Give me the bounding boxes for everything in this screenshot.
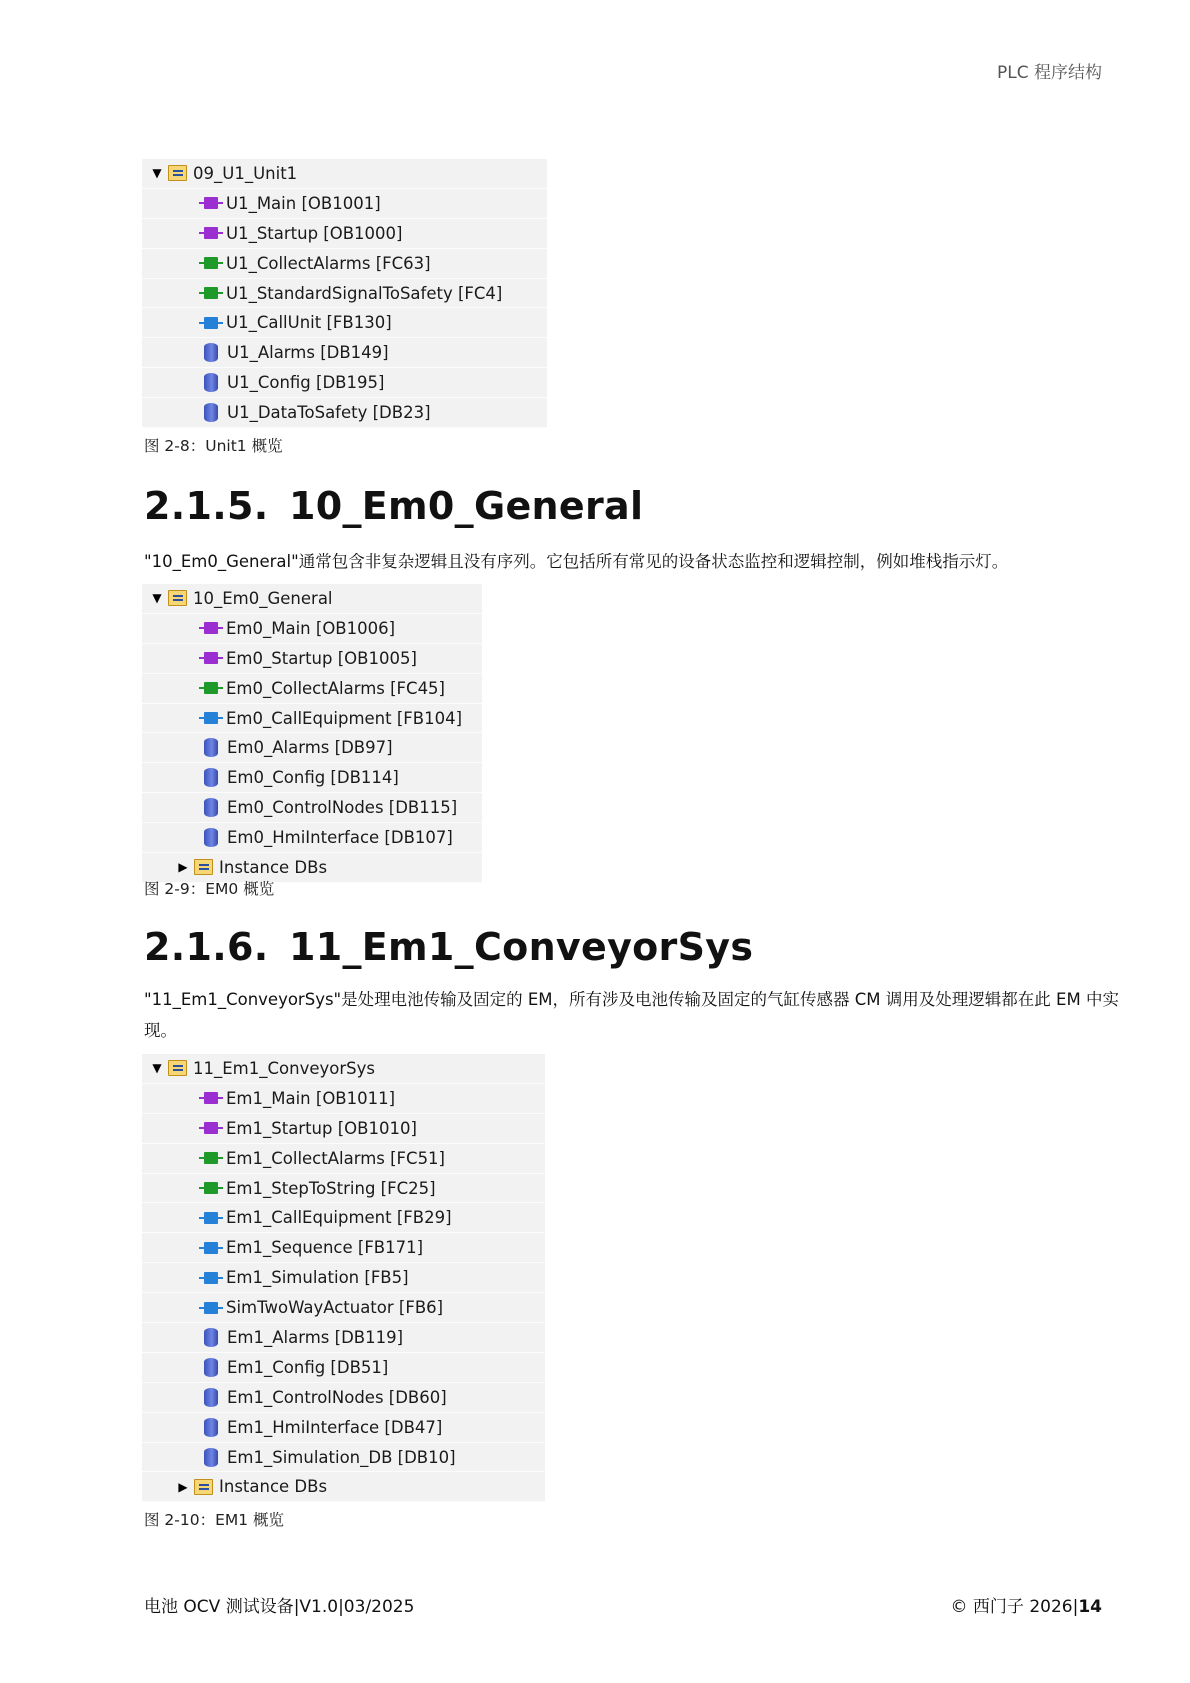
tree-item-label: U1_Config [DB195] bbox=[227, 373, 385, 393]
section-paragraph: "10_Em0_General"通常包含非复杂逻辑且没有序列。它包括所有常见的设备状态监控和逻辑控制，例如堆栈指示灯。 bbox=[144, 552, 1009, 571]
tree-item-label: Em0_Config [DB114] bbox=[227, 768, 399, 788]
section-number: 2.1.6. bbox=[144, 925, 269, 969]
data-block-icon bbox=[204, 1418, 218, 1437]
tree-item[interactable] bbox=[142, 644, 482, 674]
tree-item-label: Em0_CollectAlarms [FC45] bbox=[226, 678, 445, 698]
function-block-icon bbox=[204, 1272, 218, 1284]
figure-caption: 图 2-8：Unit1 概览 bbox=[144, 437, 283, 455]
tree-item-label: Em1_ControlNodes [DB60] bbox=[227, 1387, 447, 1407]
section-heading bbox=[144, 484, 643, 528]
figure-caption: 图 2-9：EM0 概览 bbox=[144, 880, 275, 898]
project-tree-em0 bbox=[142, 584, 482, 883]
section-title: 10_Em0_General bbox=[289, 484, 644, 528]
tree-item[interactable] bbox=[142, 1323, 545, 1353]
tree-item[interactable] bbox=[142, 763, 482, 793]
tree-item-label: SimTwoWayActuator [FB6] bbox=[226, 1298, 444, 1318]
tree-item[interactable] bbox=[142, 398, 547, 428]
tree-item-label: Instance DBs bbox=[219, 857, 328, 877]
folder-icon bbox=[194, 859, 213, 875]
tree-item[interactable] bbox=[142, 614, 482, 644]
organization-block-icon bbox=[204, 622, 218, 634]
tree-item-label: U1_CollectAlarms [FC63] bbox=[226, 253, 431, 273]
tree-item-label: Em1_Alarms [DB119] bbox=[227, 1327, 404, 1347]
tree-root-label: 09_U1_Unit1 bbox=[193, 163, 298, 183]
data-block-icon bbox=[204, 1448, 218, 1467]
tree-item-label: U1_Main [OB1001] bbox=[226, 193, 381, 213]
tree-item-label: U1_DataToSafety [DB23] bbox=[227, 403, 431, 423]
tree-item-label: U1_CallUnit [FB130] bbox=[226, 313, 392, 333]
folder-icon bbox=[168, 1060, 187, 1076]
tree-root-row[interactable] bbox=[142, 1054, 545, 1084]
page-header-title: PLC 程序结构 bbox=[997, 63, 1102, 83]
page-number: 14 bbox=[1078, 1597, 1102, 1617]
project-tree-em1 bbox=[142, 1054, 545, 1502]
tree-item-label: Em1_Simulation_DB [DB10] bbox=[227, 1447, 456, 1467]
tree-item-label: Em1_CallEquipment [FB29] bbox=[226, 1208, 452, 1228]
tree-item[interactable] bbox=[142, 733, 482, 763]
figure-caption: 图 2-10：EM1 概览 bbox=[144, 1511, 285, 1529]
function-block-icon bbox=[204, 1212, 218, 1224]
tree-item[interactable] bbox=[142, 368, 547, 398]
organization-block-icon bbox=[204, 227, 218, 239]
footer-copyright-text: © 西门子 2026| bbox=[950, 1597, 1079, 1617]
tree-item[interactable] bbox=[142, 1144, 545, 1174]
tree-item-label: Em0_ControlNodes [DB115] bbox=[227, 798, 458, 818]
data-block-icon bbox=[204, 738, 218, 757]
expand-arrow-icon[interactable]: ▼ bbox=[152, 1061, 162, 1076]
data-block-icon bbox=[204, 343, 218, 362]
data-block-icon bbox=[204, 1358, 218, 1377]
function-block-icon bbox=[204, 1242, 218, 1254]
organization-block-icon bbox=[204, 1122, 218, 1134]
section-title: 11_Em1_ConveyorSys bbox=[289, 925, 754, 969]
project-tree-unit1 bbox=[142, 159, 547, 428]
function-block-icon bbox=[204, 317, 218, 329]
data-block-icon bbox=[204, 403, 218, 422]
tree-item[interactable] bbox=[142, 249, 547, 279]
tree-root-row[interactable] bbox=[142, 584, 482, 614]
tree-item[interactable] bbox=[142, 1472, 545, 1502]
tree-item[interactable] bbox=[142, 1443, 545, 1473]
expand-arrow-icon[interactable]: ▼ bbox=[152, 591, 162, 606]
function-icon bbox=[204, 1152, 218, 1164]
tree-item-label: Instance DBs bbox=[219, 1477, 328, 1497]
organization-block-icon bbox=[204, 652, 218, 664]
tree-item-label: Em1_Main [OB1011] bbox=[226, 1088, 396, 1108]
function-icon bbox=[204, 1182, 218, 1194]
tree-item-label: U1_Alarms [DB149] bbox=[227, 343, 389, 363]
tree-item-label: Em1_CollectAlarms [FC51] bbox=[226, 1148, 445, 1168]
tree-item[interactable] bbox=[142, 704, 482, 734]
tree-item[interactable] bbox=[142, 823, 482, 853]
footer-copyright bbox=[951, 1592, 1102, 1617]
tree-item[interactable] bbox=[142, 1413, 545, 1443]
tree-item-label: U1_StandardSignalToSafety [FC4] bbox=[226, 283, 503, 303]
function-icon bbox=[204, 257, 218, 269]
tree-item-label: Em1_StepToString [FC25] bbox=[226, 1178, 436, 1198]
expand-arrow-icon[interactable]: ▼ bbox=[152, 166, 162, 181]
data-block-icon bbox=[204, 828, 218, 847]
tree-item[interactable] bbox=[142, 1233, 545, 1263]
footer-document-info: 电池 OCV 测试设备|V1.0|03/2025 bbox=[144, 1597, 415, 1617]
tree-item-label: Em1_HmiInterface [DB47] bbox=[227, 1417, 443, 1437]
tree-item[interactable] bbox=[142, 674, 482, 704]
folder-icon bbox=[194, 1479, 213, 1495]
function-icon bbox=[204, 287, 218, 299]
folder-icon bbox=[168, 165, 187, 181]
section-number: 2.1.5. bbox=[144, 484, 269, 528]
section-heading bbox=[144, 925, 753, 969]
organization-block-icon bbox=[204, 1092, 218, 1104]
function-block-icon bbox=[204, 1302, 218, 1314]
tree-item[interactable] bbox=[142, 1263, 545, 1293]
data-block-icon bbox=[204, 1328, 218, 1347]
tree-item-label: Em1_Sequence [FB171] bbox=[226, 1238, 424, 1258]
tree-item-label: Em0_Alarms [DB97] bbox=[227, 738, 393, 758]
data-block-icon bbox=[204, 373, 218, 392]
tree-item[interactable] bbox=[142, 219, 547, 249]
tree-item[interactable] bbox=[142, 1203, 545, 1233]
tree-item[interactable] bbox=[142, 1383, 545, 1413]
tree-item[interactable] bbox=[142, 338, 547, 368]
tree-item[interactable] bbox=[142, 793, 482, 823]
tree-root-label: 10_Em0_General bbox=[193, 588, 333, 608]
tree-item-label: Em1_Config [DB51] bbox=[227, 1357, 389, 1377]
data-block-icon bbox=[204, 798, 218, 817]
organization-block-icon bbox=[204, 197, 218, 209]
collapse-arrow-icon[interactable]: ▶ bbox=[178, 1479, 188, 1494]
collapse-arrow-icon[interactable]: ▶ bbox=[178, 860, 188, 875]
tree-item-label: Em0_Startup [OB1005] bbox=[226, 648, 417, 668]
tree-item[interactable] bbox=[142, 1084, 545, 1114]
tree-item-label: Em0_Main [OB1006] bbox=[226, 618, 396, 638]
tree-item[interactable] bbox=[142, 1174, 545, 1204]
function-icon bbox=[204, 682, 218, 694]
tree-item-label: U1_Startup [OB1000] bbox=[226, 223, 403, 243]
tree-item[interactable] bbox=[142, 189, 547, 219]
section-paragraph: "11_Em1_ConveyorSys"是处理电池传输及固定的 EM，所有涉及电池传输及固定的气缸传感器 CM 调用及处理逻辑都在此 EM 中实现。 bbox=[144, 990, 1119, 1040]
tree-item[interactable] bbox=[142, 1293, 545, 1323]
tree-root-row[interactable] bbox=[142, 159, 547, 189]
folder-icon bbox=[168, 590, 187, 606]
tree-item[interactable] bbox=[142, 1353, 545, 1383]
tree-item-label: Em0_HmiInterface [DB107] bbox=[227, 828, 453, 848]
data-block-icon bbox=[204, 1388, 218, 1407]
data-block-icon bbox=[204, 768, 218, 787]
tree-item[interactable] bbox=[142, 1114, 545, 1144]
tree-item[interactable] bbox=[142, 279, 547, 309]
tree-item-label: Em1_Simulation [FB5] bbox=[226, 1268, 409, 1288]
tree-item[interactable] bbox=[142, 308, 547, 338]
tree-root-label: 11_Em1_ConveyorSys bbox=[193, 1058, 375, 1078]
function-block-icon bbox=[204, 712, 218, 724]
tree-item-label: Em0_CallEquipment [FB104] bbox=[226, 708, 463, 728]
tree-item-label: Em1_Startup [OB1010] bbox=[226, 1118, 417, 1138]
